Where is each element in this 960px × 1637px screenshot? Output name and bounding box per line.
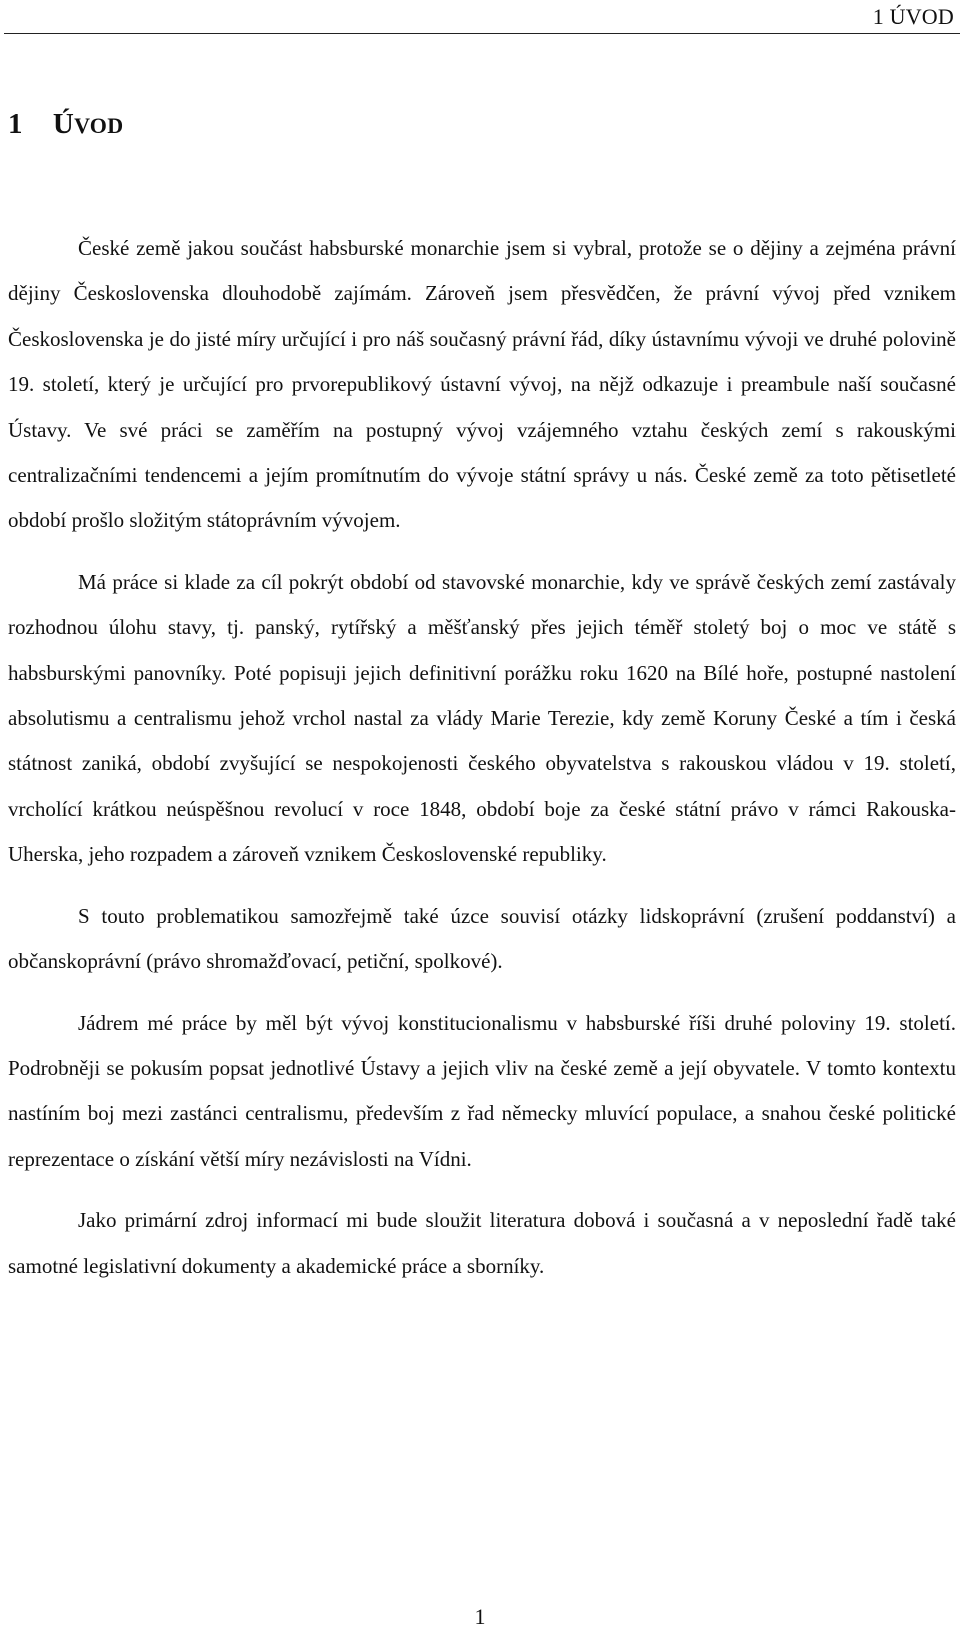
paragraph: S touto problematikou samozřejmě také úzce souvisí otázky lidskoprávní (zrušení poddanství) a občanskoprávní (právo shromažďovací, petiční, spolkové).	[8, 903, 956, 974]
chapter-title	[53, 108, 124, 141]
chapter-heading	[8, 108, 123, 141]
chapter-title-initial: Ú	[52, 108, 75, 140]
chapter-number: 1	[8, 108, 23, 140]
body-text	[8, 226, 956, 1289]
page-number: 1	[474, 1604, 486, 1629]
paragraph: České země jakou součást habsburské monarchie jsem si vybral, protože se o dějiny a zejména právní dějiny Československa dlouhodobě zajímám. Zároveň jsem přesvědčen, že právní vývoj před vznikem Československa je do jisté míry určující i pro náš současný právní řád, díky ústavnímu vývoji ve druhé polovině 19. století, který je určující pro prvorepublikový ústavní vývoj, na nějž odkazuje i preambule naší současné Ústavy. Ve své práci se zaměřím na postupný vývoj vzájemného vztahu českých zemí s rakouskými centralizačními tendencemi a jejím promítnutím do vývoje státní správy u nás. České země za toto pětisetleté období prošlo složitým státoprávním vývojem.	[8, 236, 956, 533]
paragraph: Jako primární zdroj informací mi bude sloužit literatura dobová i současná a v neposlední řadě také samotné legislativní dokumenty a akademické práce a sborníky.	[8, 1208, 956, 1278]
header-rule	[4, 33, 960, 34]
paragraph: Jádrem mé práce by měl být vývoj konstitucionalismu v habsburské říši druhé poloviny 19. století. Podrobněji se pokusím popsat jednotlivé Ústavy a jejich vliv na české země a její obyvatele. V tomto kontextu nastíním boj mezi zastánci centralismu, především z řad německy mluvící populace, a snahou české politické reprezentace o získání větší míry nezávislosti na Vídni.	[8, 1010, 956, 1171]
paragraph: Má práce si klade za cíl pokrýt období od stavovské monarchie, kdy ve správě českých zemí zastávaly rozhodnou úlohu stavy, tj. panský, rytířský a měšťanský přes jejich téměř stoletý boj o moc ve státě s habsburskými panovníky. Poté popisuji jejich definitivní porážku roku 1620 na Bílé hoře, postupné nastolení absolutismu a centralismu jehož vrchol nastal za vlády Marie Terezie, kdy země Koruny České a tím i česká státnost zaniká, období zvyšující se nespokojenosti českého obyvatelstva s rakouskou vládou v 19. století, vrcholící krátkou neúspěšnou revolucí v roce 1848, období boje za české státní právo v rámci Rakouska-Uherska, jeho rozpadem a zároveň vznikem Československé republiky.	[8, 569, 956, 867]
chapter-title-rest: VOD	[74, 113, 124, 138]
running-header: 1 ÚVOD	[872, 4, 954, 29]
